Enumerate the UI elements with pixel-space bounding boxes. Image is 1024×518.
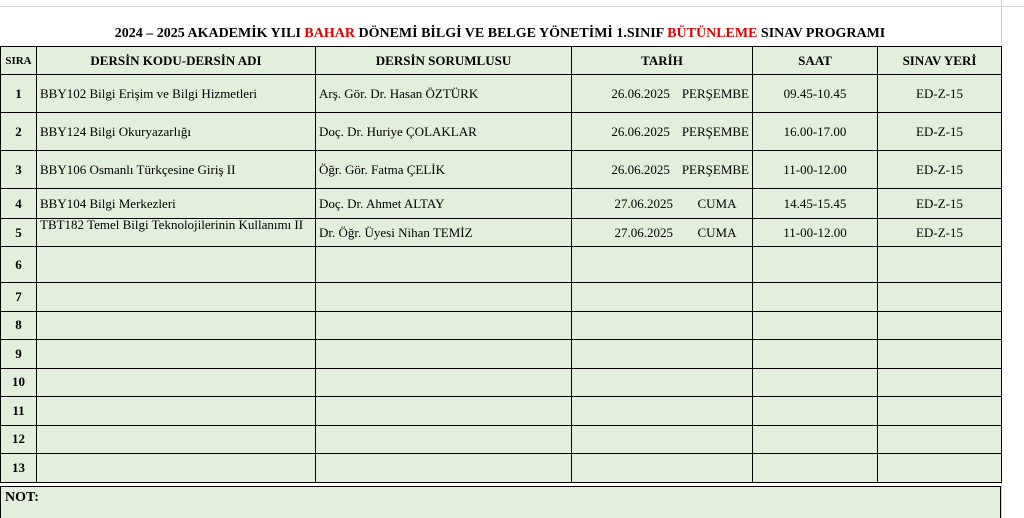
cell-saat[interactable] bbox=[753, 311, 878, 340]
cell-tarih[interactable] bbox=[572, 75, 753, 113]
cell-yer[interactable] bbox=[878, 311, 1002, 340]
table-row-empty bbox=[1, 247, 1002, 283]
cell-tarih[interactable] bbox=[572, 340, 753, 369]
cell-ders[interactable] bbox=[37, 368, 316, 397]
header-yer[interactable]: SINAV YERİ bbox=[878, 47, 1002, 75]
cell-sira[interactable]: 4 bbox=[1, 189, 37, 219]
cell-sira[interactable]: 11 bbox=[1, 397, 37, 426]
cell-day: CUMA bbox=[697, 195, 737, 211]
cell-tarih[interactable] bbox=[572, 283, 753, 312]
cell-yer[interactable] bbox=[878, 454, 1002, 483]
cell-sorumlu[interactable]: Öğr. Gör. Fatma ÇELİK bbox=[316, 151, 572, 189]
cell-sira[interactable]: 10 bbox=[1, 368, 37, 397]
cell-sorumlu[interactable] bbox=[316, 425, 572, 454]
cell-yer[interactable] bbox=[878, 247, 1002, 283]
cell-sorumlu[interactable] bbox=[316, 454, 572, 483]
cell-ders[interactable] bbox=[37, 397, 316, 426]
cell-sorumlu[interactable] bbox=[316, 368, 572, 397]
cell-day: PERŞEMBE bbox=[681, 123, 749, 139]
cell-saat[interactable]: 16.00-17.00 bbox=[753, 113, 878, 151]
cell-sira[interactable]: 2 bbox=[1, 113, 37, 151]
cell-tarih[interactable] bbox=[572, 368, 753, 397]
cell-yer[interactable]: ED-Z-15 bbox=[878, 219, 1002, 247]
cell-yer[interactable] bbox=[878, 397, 1002, 426]
cell-sira[interactable]: 9 bbox=[1, 340, 37, 369]
cell-saat[interactable] bbox=[753, 368, 878, 397]
title-part-2: DÖNEMİ BİLGİ VE BELGE YÖNETİMİ 1.SINIF bbox=[354, 26, 668, 41]
cell-sorumlu[interactable]: Doç. Dr. Huriye ÇOLAKLAR bbox=[316, 113, 572, 151]
cell-tarih[interactable] bbox=[572, 151, 753, 189]
table-row-empty bbox=[1, 425, 1002, 454]
table-row bbox=[1, 113, 1002, 151]
table-row bbox=[1, 189, 1002, 219]
cell-yer[interactable]: ED-Z-15 bbox=[878, 189, 1002, 219]
cell-saat[interactable] bbox=[753, 454, 878, 483]
cell-yer[interactable]: ED-Z-15 bbox=[878, 75, 1002, 113]
table-row bbox=[1, 219, 1002, 247]
cell-saat[interactable] bbox=[753, 340, 878, 369]
page-title bbox=[0, 22, 1000, 46]
cell-saat[interactable] bbox=[753, 247, 878, 283]
header-ders[interactable]: DERSİN KODU-DERSİN ADI bbox=[37, 47, 316, 75]
cell-ders[interactable]: BBY124 Bilgi Okuryazarlığı bbox=[37, 113, 316, 151]
cell-sorumlu[interactable] bbox=[316, 340, 572, 369]
cell-ders[interactable] bbox=[37, 311, 316, 340]
cell-tarih[interactable] bbox=[572, 247, 753, 283]
cell-tarih[interactable] bbox=[572, 454, 753, 483]
cell-saat[interactable] bbox=[753, 425, 878, 454]
cell-day: PERŞEMBE bbox=[681, 161, 749, 177]
cell-tarih[interactable] bbox=[572, 113, 753, 151]
cell-sira[interactable]: 7 bbox=[1, 283, 37, 312]
cell-sira[interactable]: 13 bbox=[1, 454, 37, 483]
cell-sira[interactable]: 6 bbox=[1, 247, 37, 283]
header-sira[interactable]: SIRA bbox=[1, 47, 37, 75]
cell-tarih[interactable] bbox=[572, 219, 753, 247]
cell-sorumlu[interactable]: Doç. Dr. Ahmet ALTAY bbox=[316, 189, 572, 219]
table-row bbox=[1, 75, 1002, 113]
title-highlight-butunleme: BÜTÜNLEME bbox=[667, 26, 758, 41]
title-part-3: SINAV PROGRAMI bbox=[757, 26, 886, 41]
note-label[interactable]: NOT: bbox=[0, 486, 1001, 518]
cell-sorumlu[interactable]: Arş. Gör. Dr. Hasan ÖZTÜRK bbox=[316, 75, 572, 113]
cell-ders[interactable] bbox=[37, 283, 316, 312]
cell-sira[interactable]: 8 bbox=[1, 311, 37, 340]
header-row bbox=[1, 47, 1002, 75]
cell-ders[interactable] bbox=[37, 454, 316, 483]
table-row-empty bbox=[1, 311, 1002, 340]
cell-yer[interactable]: ED-Z-15 bbox=[878, 113, 1002, 151]
cell-day: PERŞEMBE bbox=[681, 85, 749, 101]
cell-ders[interactable] bbox=[37, 247, 316, 283]
cell-saat[interactable]: 09.45-10.45 bbox=[753, 75, 878, 113]
cell-day: CUMA bbox=[697, 224, 737, 240]
cell-sira[interactable]: 1 bbox=[1, 75, 37, 113]
cell-ders[interactable] bbox=[37, 425, 316, 454]
cell-saat[interactable]: 11-00-12.00 bbox=[753, 219, 878, 247]
cell-ders[interactable]: BBY106 Osmanlı Türkçesine Giriş II bbox=[37, 151, 316, 189]
cell-sorumlu[interactable] bbox=[316, 311, 572, 340]
cell-date: 26.06.2025 bbox=[611, 85, 670, 101]
cell-tarih[interactable] bbox=[572, 397, 753, 426]
cell-ders[interactable]: BBY104 Bilgi Merkezleri bbox=[37, 189, 316, 219]
cell-ders[interactable] bbox=[37, 340, 316, 369]
cell-tarih[interactable] bbox=[572, 425, 753, 454]
cell-sorumlu[interactable] bbox=[316, 247, 572, 283]
header-tarih[interactable]: TARİH bbox=[572, 47, 753, 75]
cell-sorumlu[interactable] bbox=[316, 283, 572, 312]
cell-saat[interactable] bbox=[753, 397, 878, 426]
table-row-empty bbox=[1, 283, 1002, 312]
table-row bbox=[1, 151, 1002, 189]
header-sorumlu[interactable]: DERSİN SORUMLUSU bbox=[316, 47, 572, 75]
cell-date: 26.06.2025 bbox=[611, 161, 670, 177]
cell-sira[interactable]: 3 bbox=[1, 151, 37, 189]
cell-yer[interactable] bbox=[878, 283, 1002, 312]
cell-saat[interactable]: 11-00-12.00 bbox=[753, 151, 878, 189]
cell-ders[interactable]: TBT182 Temel Bilgi Teknolojilerinin Kullanımı II bbox=[37, 219, 316, 247]
cell-date: 27.06.2025 bbox=[614, 224, 673, 240]
table-row-empty bbox=[1, 454, 1002, 483]
top-gridline bbox=[0, 0, 1024, 7]
cell-yer[interactable] bbox=[878, 425, 1002, 454]
table-row-empty bbox=[1, 397, 1002, 426]
cell-date: 27.06.2025 bbox=[614, 195, 673, 211]
cell-sorumlu[interactable]: Dr. Öğr. Üyesi Nihan TEMİZ bbox=[316, 219, 572, 247]
cell-tarih[interactable] bbox=[572, 189, 753, 219]
table-row-empty bbox=[1, 340, 1002, 369]
cell-yer[interactable]: ED-Z-15 bbox=[878, 151, 1002, 189]
title-highlight-bahar: BAHAR bbox=[304, 26, 355, 41]
title-part-1: 2024 – 2025 AKADEMİK YILI bbox=[114, 26, 305, 41]
cell-saat[interactable] bbox=[753, 283, 878, 312]
cell-sorumlu[interactable] bbox=[316, 397, 572, 426]
cell-yer[interactable] bbox=[878, 368, 1002, 397]
cell-sira[interactable]: 12 bbox=[1, 425, 37, 454]
exam-schedule-table bbox=[0, 46, 1002, 483]
cell-date: 26.06.2025 bbox=[611, 123, 670, 139]
header-saat[interactable]: SAAT bbox=[753, 47, 878, 75]
cell-ders[interactable]: BBY102 Bilgi Erişim ve Bilgi Hizmetleri bbox=[37, 75, 316, 113]
table-row-empty bbox=[1, 368, 1002, 397]
cell-saat[interactable]: 14.45-15.45 bbox=[753, 189, 878, 219]
cell-yer[interactable] bbox=[878, 340, 1002, 369]
cell-sira[interactable]: 5 bbox=[1, 219, 37, 247]
cell-tarih[interactable] bbox=[572, 311, 753, 340]
